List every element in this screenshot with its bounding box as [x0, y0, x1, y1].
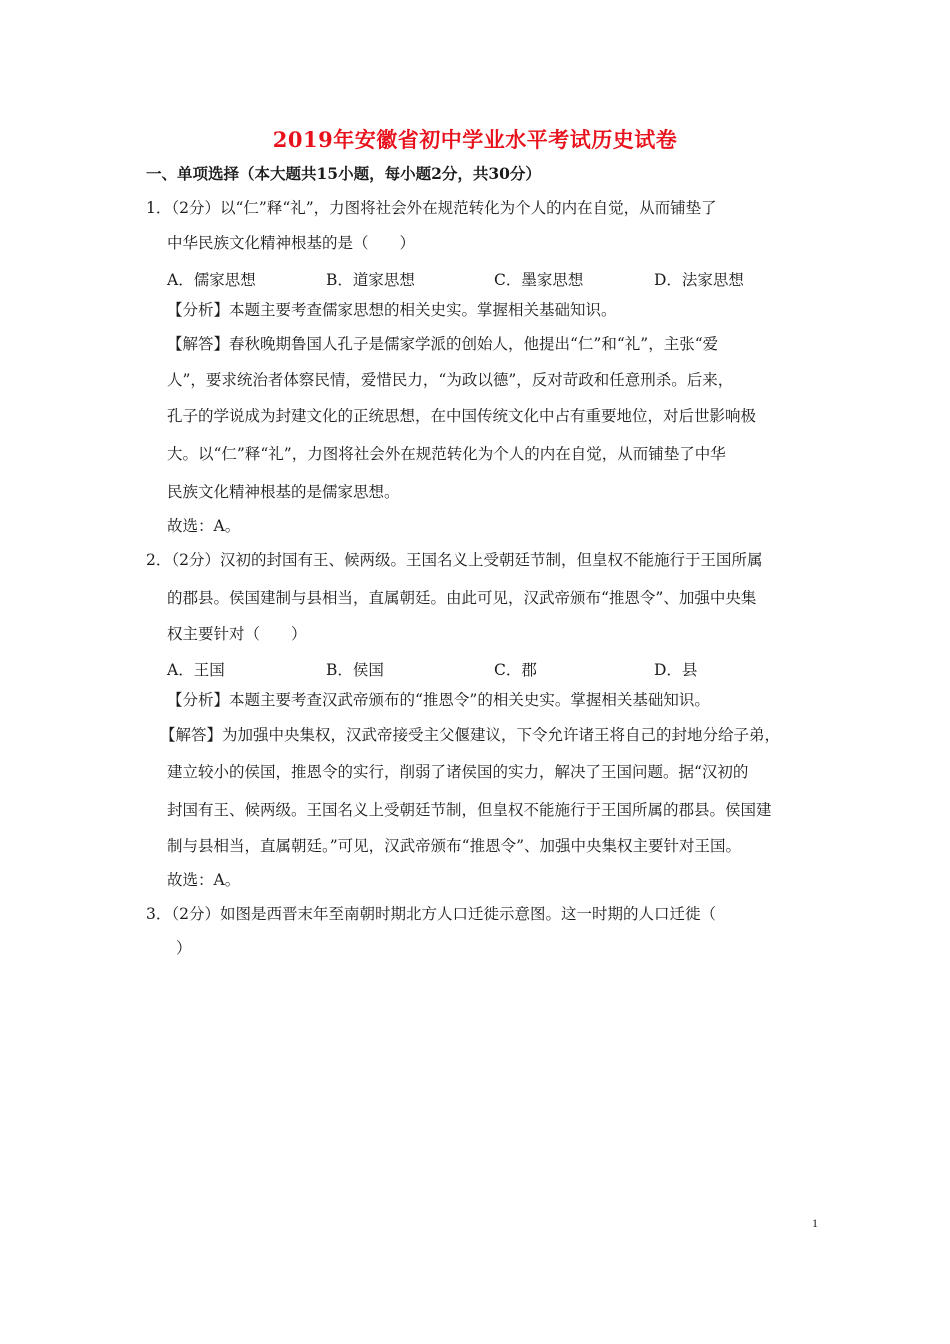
q1-answer-line-4: 大。以“仁”释“礼”，力图将社会外在规范转化为个人的内在自觉，从而铺垫了中华	[167, 445, 726, 463]
q2-option-c: C．郡	[494, 661, 537, 679]
q2-answer-line-3: 封国有王、候两级。王国名义上受朝廷节制，但皇权不能施行于王国所属的郡县。侯国建	[167, 801, 772, 819]
q2-answer-line-1: 【解答】为加强中央集权，汉武帝接受主父偃建议，下令允许诸王将自己的封地分给子弟，	[160, 726, 781, 744]
section-heading: 一、单项选择（本大题共15小题，每小题2分，共30分）	[146, 164, 541, 183]
q1-stem-line-2: 中华民族文化精神根基的是（ ）	[167, 234, 416, 252]
q1-option-c: C．墨家思想	[494, 271, 584, 289]
q1-option-b: B．道家思想	[326, 271, 415, 289]
q2-answer-line-4: 制与县相当，直属朝廷。”可见，汉武帝颁布“推恩令”、加强中央集权主要针对王国。	[167, 837, 742, 855]
q2-choice: 故选：A。	[167, 871, 241, 889]
q1-answer-line-2: 人”，要求统治者体察民情，爱惜民力，“为政以德”，反对苛政和任意刑杀。后来，	[167, 371, 734, 389]
q1-option-a: A．儒家思想	[167, 271, 256, 289]
q3-stem-line-2: ）	[176, 939, 192, 957]
q1-option-d: D．法家思想	[654, 271, 744, 289]
q1-analysis: 【分析】本题主要考查儒家思想的相关史实。掌握相关基础知识。	[167, 301, 617, 319]
q2-option-b: B．侯国	[326, 661, 384, 679]
page-number: 1	[812, 1216, 818, 1230]
page-title: 2019年安徽省初中学业水平考试历史试卷	[272, 127, 678, 152]
q2-stem-line-2: 的郡县。侯国建制与县相当，直属朝廷。由此可见，汉武帝颁布“推恩令”、加强中央集	[167, 589, 757, 607]
q2-answer-line-2: 建立较小的侯国，推恩令的实行，削弱了诸侯国的实力，解决了王国问题。据“汉初的	[167, 763, 749, 781]
q2-stem-line-1: 2．（2分）汉初的封国有王、候两级。王国名义上受朝廷节制，但皇权不能施行于王国所属	[146, 551, 763, 569]
q3-stem-line-1: 3．（2分）如图是西晋末年至南朝时期北方人口迁徙示意图。这一时期的人口迁徙（	[146, 905, 716, 923]
q1-answer-line-5: 民族文化精神根基的是儒家思想。	[167, 483, 400, 501]
q2-option-a: A．王国	[167, 661, 225, 679]
q1-stem-line-1: 1．（2分）以“仁”释“礼”，力图将社会外在规范转化为个人的内在自觉，从而铺垫了	[146, 199, 717, 217]
q1-answer-line-3: 孔子的学说成为封建文化的正统思想，在中国传统文化中占有重要地位，对后世影响极	[167, 407, 757, 425]
q2-option-d: D．县	[654, 661, 698, 679]
q2-analysis: 【分析】本题主要考查汉武帝颁布的“推恩令”的相关史实。掌握相关基础知识。	[167, 691, 710, 709]
q1-answer-line-1: 【解答】春秋晚期鲁国人孔子是儒家学派的创始人，他提出“仁”和“礼”，主张“爱	[167, 335, 719, 353]
q1-choice: 故选：A。	[167, 517, 241, 535]
q2-stem-line-3: 权主要针对（ ）	[167, 625, 307, 643]
